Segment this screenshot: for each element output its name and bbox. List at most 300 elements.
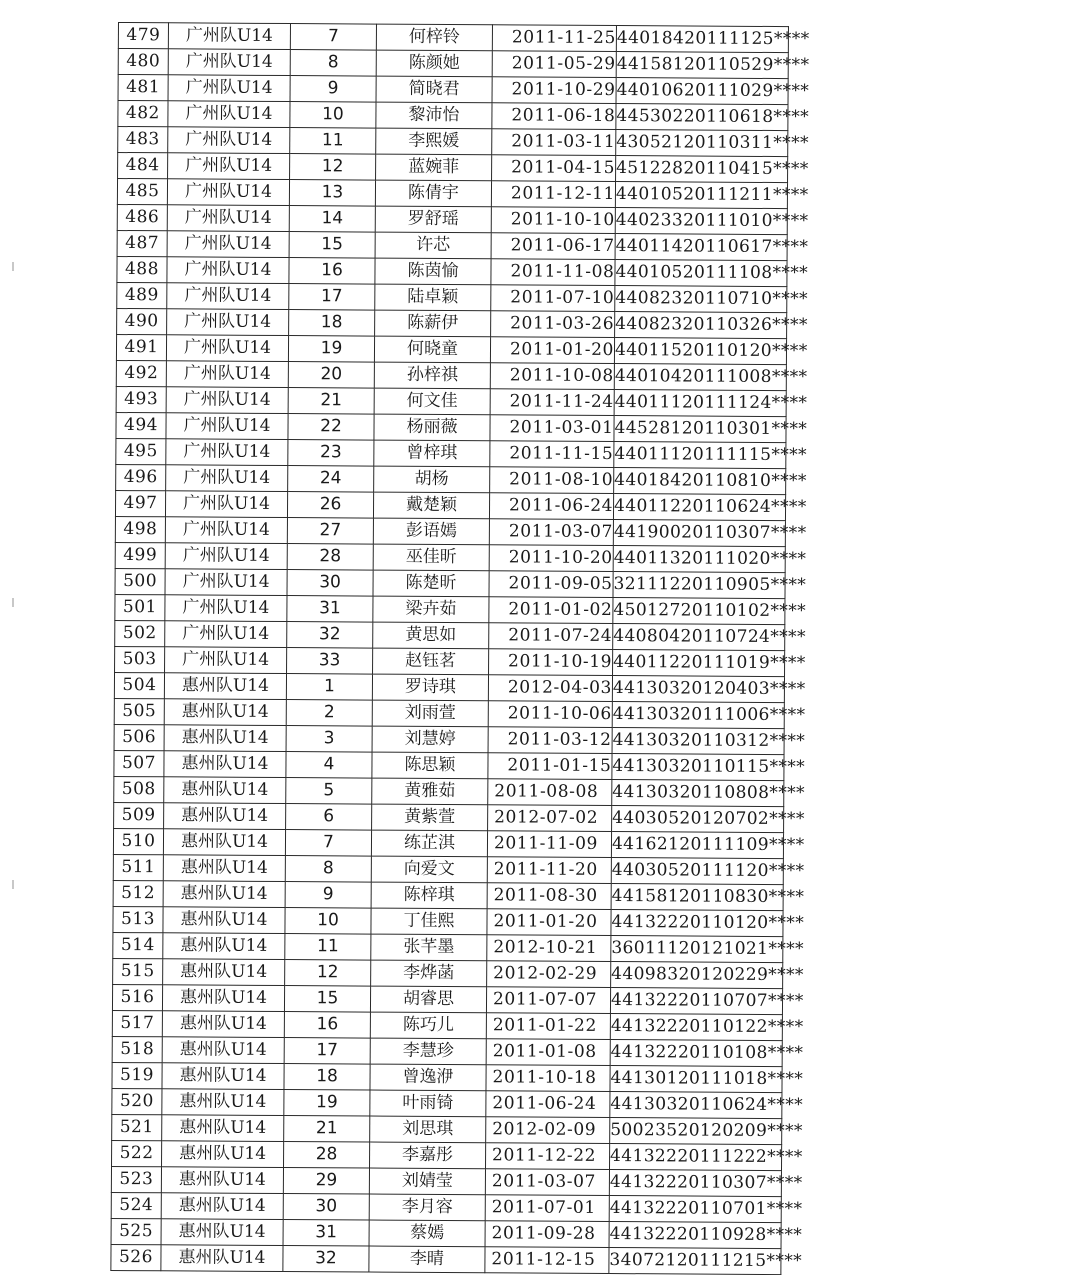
row-number-cell: 484 xyxy=(118,153,168,179)
birth-date-cell: 2011-05-29 xyxy=(492,51,616,78)
table-row xyxy=(116,464,786,494)
team-cell: 广州队U14 xyxy=(166,465,288,492)
id-number-cell: 44132220110707**** xyxy=(610,988,782,1015)
row-number-cell: 524 xyxy=(111,1192,161,1218)
row-number-cell: 490 xyxy=(117,308,167,334)
row-number-cell: 497 xyxy=(115,490,165,516)
team-cell: 广州队U14 xyxy=(167,283,289,310)
row-number-cell: 510 xyxy=(113,828,163,854)
player-name-cell: 丁佳熙 xyxy=(371,908,487,935)
player-name-cell: 曾逸洢 xyxy=(370,1064,486,1091)
jersey-number-cell: 2 xyxy=(286,700,372,727)
row-number-cell: 480 xyxy=(118,49,168,75)
row-number-cell: 489 xyxy=(117,282,167,308)
table-row xyxy=(111,1192,781,1222)
id-number-cell: 32111220110905**** xyxy=(613,572,785,599)
table-row xyxy=(113,906,783,936)
id-number-cell: 44010520111211**** xyxy=(615,182,787,209)
table-row xyxy=(114,802,784,832)
birth-date-cell: 2011-08-08 xyxy=(488,779,612,806)
team-cell: 广州队U14 xyxy=(165,595,287,622)
table-row xyxy=(117,308,787,338)
id-number-cell: 44132220110701**** xyxy=(609,1196,781,1223)
team-cell: 广州队U14 xyxy=(168,153,290,180)
player-name-cell: 何晓童 xyxy=(374,336,490,363)
row-number-cell: 493 xyxy=(116,386,166,412)
row-number-cell: 491 xyxy=(116,334,166,360)
table-row xyxy=(116,412,786,442)
row-number-cell: 513 xyxy=(113,906,163,932)
jersey-number-cell: 11 xyxy=(285,934,371,961)
jersey-number-cell: 16 xyxy=(284,1012,370,1039)
jersey-number-cell: 6 xyxy=(286,804,372,831)
team-cell: 广州队U14 xyxy=(168,127,290,154)
table-row xyxy=(113,880,783,910)
table-row xyxy=(117,204,787,234)
birth-date-cell: 2011-10-29 xyxy=(492,77,616,104)
player-name-cell: 陈巧儿 xyxy=(370,1012,486,1039)
birth-date-cell: 2011-09-28 xyxy=(485,1221,609,1248)
table-row xyxy=(112,1036,782,1066)
row-number-cell: 503 xyxy=(115,646,165,672)
team-cell: 惠州队U14 xyxy=(164,777,286,804)
player-name-cell: 胡杨 xyxy=(374,466,490,493)
birth-date-cell: 2012-02-09 xyxy=(486,1117,610,1144)
table-row xyxy=(117,256,787,286)
jersey-number-cell: 33 xyxy=(287,648,373,675)
jersey-number-cell: 28 xyxy=(284,1142,370,1169)
team-cell: 广州队U14 xyxy=(167,309,289,336)
scan-speck xyxy=(12,598,14,607)
row-number-cell: 499 xyxy=(115,542,165,568)
id-number-cell: 44082320110326**** xyxy=(615,312,787,339)
team-cell: 惠州队U14 xyxy=(161,1245,283,1272)
player-name-cell: 黄雅茹 xyxy=(372,778,488,805)
player-name-cell: 李月容 xyxy=(369,1194,485,1221)
row-number-cell: 521 xyxy=(112,1114,162,1140)
id-number-cell: 44132220110928**** xyxy=(609,1222,781,1249)
birth-date-cell: 2011-10-10 xyxy=(491,207,615,234)
jersey-number-cell: 3 xyxy=(286,726,372,753)
jersey-number-cell: 24 xyxy=(288,466,374,493)
table-row xyxy=(114,698,784,728)
team-cell: 广州队U14 xyxy=(167,231,289,258)
row-number-cell: 522 xyxy=(112,1140,162,1166)
table-row xyxy=(115,594,785,624)
birth-date-cell: 2011-11-24 xyxy=(490,389,614,416)
player-name-cell: 曾梓琪 xyxy=(374,440,490,467)
table-row xyxy=(112,1114,782,1144)
id-number-cell: 44130120111018**** xyxy=(610,1066,782,1093)
player-name-cell: 赵钰茗 xyxy=(373,648,489,675)
team-cell: 广州队U14 xyxy=(167,257,289,284)
player-name-cell: 李慧珍 xyxy=(370,1038,486,1065)
row-number-cell: 494 xyxy=(116,412,166,438)
row-number-cell: 506 xyxy=(114,724,164,750)
jersey-number-cell: 19 xyxy=(288,336,374,363)
birth-date-cell: 2011-01-22 xyxy=(486,1013,610,1040)
row-number-cell: 504 xyxy=(114,672,164,698)
birth-date-cell: 2011-03-11 xyxy=(492,129,616,156)
id-number-cell: 44010620111029**** xyxy=(616,78,788,105)
id-number-cell: 44011220111019**** xyxy=(613,650,785,677)
jersey-number-cell: 32 xyxy=(283,1246,369,1273)
team-cell: 惠州队U14 xyxy=(163,829,285,856)
player-name-cell: 胡睿思 xyxy=(370,986,486,1013)
row-number-cell: 526 xyxy=(111,1244,161,1270)
jersey-number-cell: 21 xyxy=(284,1116,370,1143)
player-name-cell: 罗诗琪 xyxy=(372,674,488,701)
table-row xyxy=(114,750,784,780)
row-number-cell: 505 xyxy=(114,698,164,724)
scan-speck xyxy=(12,880,14,889)
jersey-number-cell: 17 xyxy=(284,1038,370,1065)
team-cell: 广州队U14 xyxy=(168,49,290,76)
table-row xyxy=(117,230,787,260)
id-number-cell: 44011420110617**** xyxy=(615,234,787,261)
team-cell: 惠州队U14 xyxy=(162,1089,284,1116)
id-number-cell: 44011220110624**** xyxy=(613,494,785,521)
jersey-number-cell: 18 xyxy=(284,1064,370,1091)
player-name-cell: 黄紫萱 xyxy=(372,804,488,831)
player-name-cell: 陆卓颖 xyxy=(375,284,491,311)
player-name-cell: 李熙媛 xyxy=(376,128,492,155)
row-number-cell: 495 xyxy=(116,438,166,464)
table-row xyxy=(115,490,785,520)
table-row xyxy=(115,620,785,650)
table-row xyxy=(113,854,783,884)
birth-date-cell: 2011-04-15 xyxy=(492,155,616,182)
table-row xyxy=(118,153,788,183)
team-cell: 惠州队U14 xyxy=(164,803,286,830)
birth-date-cell: 2011-03-12 xyxy=(488,727,612,754)
row-number-cell: 511 xyxy=(113,854,163,880)
table-row xyxy=(112,1088,782,1118)
id-number-cell: 44132220110108**** xyxy=(610,1040,782,1067)
birth-date-cell: 2011-11-20 xyxy=(487,857,611,884)
id-number-cell: 44082320110710**** xyxy=(615,286,787,313)
birth-date-cell: 2011-12-11 xyxy=(491,181,615,208)
player-name-cell: 练芷淇 xyxy=(371,830,487,857)
row-number-cell: 486 xyxy=(117,204,167,230)
team-cell: 惠州队U14 xyxy=(162,1115,284,1142)
jersey-number-cell: 31 xyxy=(283,1220,369,1247)
birth-date-cell: 2011-03-01 xyxy=(490,415,614,442)
player-name-cell: 李晴 xyxy=(369,1246,485,1273)
row-number-cell: 485 xyxy=(117,179,167,205)
row-number-cell: 512 xyxy=(113,880,163,906)
id-number-cell: 44011320111020**** xyxy=(613,546,785,573)
row-number-cell: 502 xyxy=(115,620,165,646)
id-number-cell: 44030520111120**** xyxy=(611,858,783,885)
id-number-cell: 44158120110529**** xyxy=(616,52,788,79)
birth-date-cell: 2011-10-20 xyxy=(489,545,613,572)
player-name-cell: 陈楚昕 xyxy=(373,570,489,597)
birth-date-cell: 2011-11-15 xyxy=(490,441,614,468)
birth-date-cell: 2011-07-24 xyxy=(489,623,613,650)
table-row xyxy=(115,542,785,572)
row-number-cell: 515 xyxy=(113,958,163,984)
row-number-cell: 500 xyxy=(115,568,165,594)
team-cell: 广州队U14 xyxy=(165,491,287,518)
roster-sheet xyxy=(110,22,810,1275)
team-cell: 广州队U14 xyxy=(165,569,287,596)
jersey-number-cell: 10 xyxy=(290,102,376,129)
player-name-cell: 李嘉彤 xyxy=(370,1142,486,1169)
table-row xyxy=(111,1244,781,1274)
row-number-cell: 479 xyxy=(118,23,168,49)
player-name-cell: 蔡嫣 xyxy=(369,1220,485,1247)
table-row xyxy=(114,672,784,702)
team-cell: 广州队U14 xyxy=(166,361,288,388)
player-name-cell: 陈思颖 xyxy=(372,752,488,779)
birth-date-cell: 2011-08-10 xyxy=(490,467,614,494)
table-row xyxy=(116,386,786,416)
jersey-number-cell: 31 xyxy=(287,596,373,623)
row-number-cell: 481 xyxy=(118,75,168,101)
jersey-number-cell: 5 xyxy=(286,778,372,805)
row-number-cell: 487 xyxy=(117,230,167,256)
player-name-cell: 刘婧莹 xyxy=(369,1168,485,1195)
id-number-cell: 44098320120229**** xyxy=(611,962,783,989)
player-name-cell: 陈茵愉 xyxy=(375,258,491,285)
roster-table xyxy=(110,22,810,1275)
player-name-cell: 向爱文 xyxy=(371,856,487,883)
team-cell: 惠州队U14 xyxy=(162,985,284,1012)
table-row xyxy=(115,516,785,546)
player-name-cell: 梁卉茹 xyxy=(373,596,489,623)
id-number-cell: 50023520120209**** xyxy=(610,1118,782,1145)
birth-date-cell: 2011-01-02 xyxy=(489,597,613,624)
jersey-number-cell: 29 xyxy=(283,1168,369,1195)
jersey-number-cell: 4 xyxy=(286,752,372,779)
team-cell: 广州队U14 xyxy=(166,439,288,466)
table-row xyxy=(112,1062,782,1092)
jersey-number-cell: 32 xyxy=(287,622,373,649)
team-cell: 惠州队U14 xyxy=(164,751,286,778)
id-number-cell: 44010420111008**** xyxy=(614,364,786,391)
birth-date-cell: 2011-11-25 xyxy=(492,25,616,52)
table-row xyxy=(114,776,784,806)
team-cell: 惠州队U14 xyxy=(162,1063,284,1090)
id-number-cell: 44011120111124**** xyxy=(614,390,786,417)
player-name-cell: 罗舒瑶 xyxy=(375,206,491,233)
jersey-number-cell: 13 xyxy=(289,180,375,207)
player-name-cell: 陈颜她 xyxy=(376,50,492,77)
id-number-cell: 44080420110724**** xyxy=(613,624,785,651)
row-number-cell: 492 xyxy=(116,360,166,386)
table-row xyxy=(114,724,784,754)
table-row xyxy=(111,1166,781,1196)
id-number-cell: 43052120110311**** xyxy=(616,130,788,157)
birth-date-cell: 2011-10-19 xyxy=(489,649,613,676)
player-name-cell: 刘思琪 xyxy=(370,1116,486,1143)
birth-date-cell: 2012-07-02 xyxy=(488,805,612,832)
scan-speck xyxy=(12,262,14,271)
jersey-number-cell: 19 xyxy=(284,1090,370,1117)
team-cell: 惠州队U14 xyxy=(164,673,286,700)
birth-date-cell: 2011-10-06 xyxy=(488,701,612,728)
row-number-cell: 519 xyxy=(112,1062,162,1088)
birth-date-cell: 2012-10-21 xyxy=(487,935,611,962)
roster-body xyxy=(111,23,810,1275)
table-row xyxy=(115,568,785,598)
id-number-cell: 44158120110830**** xyxy=(611,884,783,911)
table-row xyxy=(116,360,786,390)
team-cell: 惠州队U14 xyxy=(163,881,285,908)
jersey-number-cell: 18 xyxy=(289,310,375,337)
jersey-number-cell: 30 xyxy=(287,570,373,597)
id-number-cell: 44130320111006**** xyxy=(612,702,784,729)
birth-date-cell: 2011-06-18 xyxy=(492,103,616,130)
id-number-cell: 44011120111115**** xyxy=(614,442,786,469)
id-number-cell: 44030520120702**** xyxy=(612,806,784,833)
table-row xyxy=(113,828,783,858)
id-number-cell: 44130320120403**** xyxy=(612,676,784,703)
birth-date-cell: 2011-01-20 xyxy=(487,909,611,936)
team-cell: 惠州队U14 xyxy=(162,1011,284,1038)
id-number-cell: 44011520110120**** xyxy=(614,338,786,365)
jersey-number-cell: 12 xyxy=(285,960,371,987)
jersey-number-cell: 15 xyxy=(284,986,370,1013)
birth-date-cell: 2011-03-07 xyxy=(489,519,613,546)
player-name-cell: 刘雨萱 xyxy=(372,700,488,727)
id-number-cell: 44132220111222**** xyxy=(609,1144,781,1171)
jersey-number-cell: 21 xyxy=(288,388,374,415)
team-cell: 广州队U14 xyxy=(167,205,289,232)
birth-date-cell: 2011-11-08 xyxy=(491,259,615,286)
birth-date-cell: 2011-08-30 xyxy=(487,883,611,910)
id-number-cell: 44130320110624**** xyxy=(610,1092,782,1119)
birth-date-cell: 2012-04-03 xyxy=(488,675,612,702)
row-number-cell: 488 xyxy=(117,256,167,282)
team-cell: 广州队U14 xyxy=(166,387,288,414)
birth-date-cell: 2011-06-17 xyxy=(491,233,615,260)
team-cell: 广州队U14 xyxy=(166,335,288,362)
row-number-cell: 509 xyxy=(114,802,164,828)
id-number-cell: 44023320111010**** xyxy=(615,208,787,235)
row-number-cell: 482 xyxy=(118,101,168,127)
jersey-number-cell: 12 xyxy=(290,154,376,181)
jersey-number-cell: 8 xyxy=(290,50,376,77)
team-cell: 广州队U14 xyxy=(167,179,289,206)
birth-date-cell: 2011-10-08 xyxy=(490,363,614,390)
team-cell: 广州队U14 xyxy=(168,101,290,128)
birth-date-cell: 2011-12-15 xyxy=(485,1247,609,1274)
player-name-cell: 许芯 xyxy=(375,232,491,259)
id-number-cell: 44132220110120**** xyxy=(611,910,783,937)
player-name-cell: 简晓君 xyxy=(376,76,492,103)
birth-date-cell: 2011-03-26 xyxy=(491,311,615,338)
team-cell: 惠州队U14 xyxy=(163,933,285,960)
birth-date-cell: 2011-07-07 xyxy=(486,987,610,1014)
id-number-cell: 45122820110415**** xyxy=(616,156,788,183)
jersey-number-cell: 7 xyxy=(285,830,371,857)
birth-date-cell: 2011-06-24 xyxy=(489,493,613,520)
birth-date-cell: 2011-01-15 xyxy=(488,753,612,780)
jersey-number-cell: 1 xyxy=(286,674,372,701)
row-number-cell: 496 xyxy=(116,464,166,490)
birth-date-cell: 2011-09-05 xyxy=(489,571,613,598)
id-number-cell: 34072120111215**** xyxy=(609,1248,781,1275)
player-name-cell: 彭语嫣 xyxy=(373,518,489,545)
player-name-cell: 蓝婉菲 xyxy=(376,154,492,181)
player-name-cell: 戴楚颖 xyxy=(373,492,489,519)
jersey-number-cell: 9 xyxy=(290,76,376,103)
jersey-number-cell: 22 xyxy=(288,414,374,441)
birth-date-cell: 2011-12-22 xyxy=(486,1143,610,1170)
row-number-cell: 518 xyxy=(112,1036,162,1062)
team-cell: 惠州队U14 xyxy=(163,907,285,934)
player-name-cell: 何梓铃 xyxy=(376,24,492,51)
birth-date-cell: 2012-02-29 xyxy=(487,961,611,988)
row-number-cell: 508 xyxy=(114,776,164,802)
team-cell: 惠州队U14 xyxy=(161,1167,283,1194)
team-cell: 惠州队U14 xyxy=(161,1193,283,1220)
id-number-cell: 36011120121021**** xyxy=(611,936,783,963)
table-row xyxy=(116,334,786,364)
jersey-number-cell: 7 xyxy=(290,24,376,51)
id-number-cell: 44130320110808**** xyxy=(612,780,784,807)
jersey-number-cell: 28 xyxy=(287,544,373,571)
row-number-cell: 523 xyxy=(111,1166,161,1192)
id-number-cell: 44530220110618**** xyxy=(616,104,788,131)
row-number-cell: 525 xyxy=(111,1218,161,1244)
jersey-number-cell: 20 xyxy=(288,362,374,389)
id-number-cell: 45012720110102**** xyxy=(613,598,785,625)
jersey-number-cell: 14 xyxy=(289,206,375,233)
jersey-number-cell: 11 xyxy=(290,128,376,155)
table-row xyxy=(115,646,785,676)
id-number-cell: 44130320110115**** xyxy=(612,754,784,781)
id-number-cell: 44010520111108**** xyxy=(615,260,787,287)
team-cell: 广州队U14 xyxy=(166,413,288,440)
birth-date-cell: 2011-03-07 xyxy=(485,1169,609,1196)
team-cell: 惠州队U14 xyxy=(163,959,285,986)
birth-date-cell: 2011-01-20 xyxy=(490,337,614,364)
id-number-cell: 44132220110307**** xyxy=(609,1170,781,1197)
row-number-cell: 517 xyxy=(112,1010,162,1036)
row-number-cell: 498 xyxy=(115,516,165,542)
jersey-number-cell: 10 xyxy=(285,908,371,935)
table-row xyxy=(112,1010,782,1040)
jersey-number-cell: 15 xyxy=(289,232,375,259)
player-name-cell: 黎沛怡 xyxy=(376,102,492,129)
table-row xyxy=(118,75,788,105)
birth-date-cell: 2011-11-09 xyxy=(487,831,611,858)
table-row xyxy=(118,49,788,79)
player-name-cell: 杨丽薇 xyxy=(374,414,490,441)
birth-date-cell: 2011-01-08 xyxy=(486,1039,610,1066)
jersey-number-cell: 23 xyxy=(288,440,374,467)
row-number-cell: 501 xyxy=(115,594,165,620)
player-name-cell: 何文佳 xyxy=(374,388,490,415)
table-row xyxy=(117,179,787,209)
team-cell: 广州队U14 xyxy=(165,647,287,674)
team-cell: 惠州队U14 xyxy=(162,1141,284,1168)
jersey-number-cell: 8 xyxy=(285,856,371,883)
table-row xyxy=(113,932,783,962)
player-name-cell: 孙梓祺 xyxy=(374,362,490,389)
row-number-cell: 516 xyxy=(112,984,162,1010)
table-row xyxy=(112,984,782,1014)
id-number-cell: 44190020110307**** xyxy=(613,520,785,547)
jersey-number-cell: 30 xyxy=(283,1194,369,1221)
birth-date-cell: 2011-07-01 xyxy=(485,1195,609,1222)
team-cell: 惠州队U14 xyxy=(164,725,286,752)
player-name-cell: 刘慧婷 xyxy=(372,726,488,753)
player-name-cell: 陈薪伊 xyxy=(375,310,491,337)
